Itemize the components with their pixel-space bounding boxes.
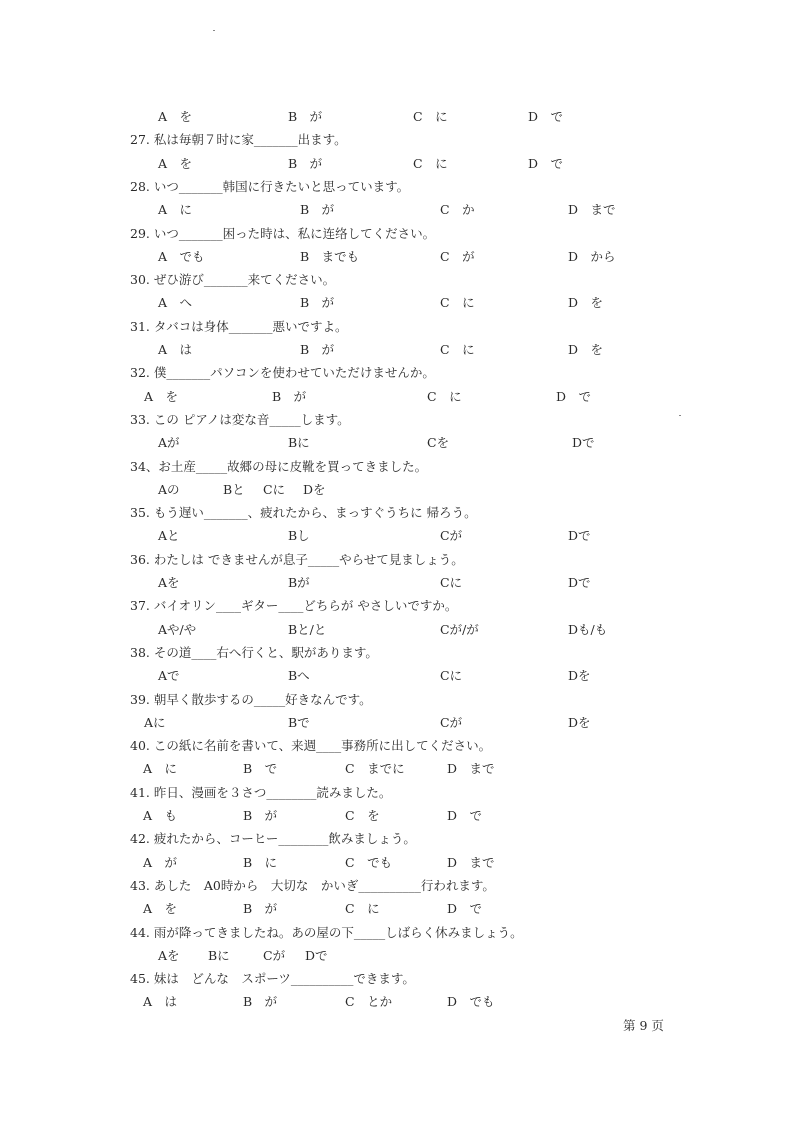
answer-option-b: B が: [300, 342, 335, 357]
answer-option-c: Cに: [440, 668, 463, 684]
answer-option-d: D で: [556, 388, 592, 404]
answer-option-d: Dで: [568, 528, 591, 544]
answer-option-c: C に: [440, 342, 475, 357]
answer-option-d: D で: [528, 155, 564, 171]
answer-option-b: Bへ: [288, 668, 310, 684]
scan-speck: [213, 30, 215, 31]
answer-option-c: Cを: [427, 435, 450, 451]
page-number: 第 9 页: [623, 1018, 664, 1033]
answer-option-c: C を: [345, 808, 380, 823]
answer-option-b: Bと/と: [288, 621, 327, 637]
answer-option-a: A に: [158, 202, 193, 218]
answer-option-d: D を: [568, 342, 604, 357]
answer-option-a: Aで: [158, 668, 180, 684]
answer-option-c: Cが: [440, 714, 463, 730]
answer-option-a: A も: [143, 808, 178, 823]
answer-option-a: Aを: [158, 575, 180, 590]
answer-option-a: A を: [158, 109, 193, 124]
answer-option-d: D まで: [447, 761, 495, 777]
question-text: 38. その道____右へ行くと、駅があります。: [130, 644, 378, 660]
answer-option-d: D まで: [568, 202, 616, 218]
answer-option-b: B で: [243, 761, 278, 777]
answer-option-a: Aを: [158, 947, 180, 963]
answer-option-d: D で: [447, 808, 483, 823]
answer-option-c: C までに: [345, 761, 405, 777]
question-text: 31. タバコは身体_______悪いですよ。: [130, 318, 348, 334]
question-text: 39. 朝早く散歩するの_____好きなんです。: [130, 691, 372, 707]
answer-option-b: B が: [243, 808, 278, 823]
answer-option-d: Dを: [568, 714, 591, 730]
answer-option-b: Bで: [288, 714, 310, 730]
answer-option-b: B が: [300, 202, 335, 218]
question-text: 35. もう遅い_______、疲れたから、まっすぐうちに 帰ろう。: [130, 505, 477, 521]
answer-option-d: Dで: [572, 435, 595, 451]
answer-option-a: Aや/や: [158, 621, 197, 637]
answer-option-d: Dで: [568, 575, 591, 590]
answer-option-a: A へ: [158, 295, 193, 311]
answer-option-d: D から: [568, 248, 616, 264]
question-text: 36. わたしは できませんが息子_____やらせて見ましょう。: [130, 551, 464, 567]
answer-option-c: C に: [440, 295, 475, 311]
answer-option-a: Aに: [144, 714, 166, 730]
answer-option-c: Cが/が: [440, 621, 479, 637]
question-text: 40. この紙に名前を書いて、来週____事務所に出してください。: [130, 738, 492, 754]
answer-option-d: Dを: [568, 668, 591, 684]
answer-option-c: C か: [440, 202, 475, 218]
answer-option-c: C が: [440, 248, 475, 264]
answer-option-d: Dも/も: [568, 621, 608, 637]
answer-option-a: A を: [143, 901, 178, 917]
answer-option-b: B までも: [300, 248, 360, 264]
answer-option-c: C に: [427, 388, 462, 404]
answer-option-b: B に: [243, 854, 278, 870]
answer-option-b: B が: [243, 994, 278, 1010]
question-text: 44. 雨が降ってきましたね。あの屋の下_____しばらく休みましょう。: [130, 924, 523, 940]
answer-option-d: D でも: [447, 994, 495, 1010]
answer-option-b: Bし: [288, 528, 310, 544]
question-text: 30. ぜひ游び_______来てください。: [130, 272, 336, 288]
answer-option-b: B が: [243, 901, 278, 917]
answer-option-a: A でも: [158, 248, 205, 264]
question-text: 41. 昨日、漫画を３さつ________読みました。: [130, 784, 392, 800]
question-text: 29. いつ_______困った時は、私に连络してください。: [130, 225, 436, 241]
answer-option-d: D で: [447, 901, 483, 917]
answer-option-a: A を: [158, 155, 193, 171]
answer-option-a: A は: [158, 342, 193, 357]
answer-option-d: Dで: [305, 947, 328, 963]
answer-option-c: C に: [413, 109, 448, 124]
answer-option-c: C に: [413, 155, 448, 171]
question-text: 33. この ピアノは変な音_____します。: [130, 411, 350, 427]
question-text: 27. 私は毎朝７时に家_______出ます。: [130, 132, 347, 148]
answer-option-a: Aの: [158, 481, 180, 497]
answer-option-b: Bに: [208, 947, 230, 963]
answer-option-c: C とか: [345, 994, 393, 1010]
answer-option-b: Bに: [288, 435, 310, 451]
answer-option-b: Bが: [288, 575, 310, 590]
question-text: 43. あした A0時から 大切な かいぎ__________行われます。: [130, 877, 495, 893]
answer-option-a: A を: [144, 388, 179, 404]
answer-option-c: C でも: [345, 854, 393, 870]
answer-option-d: D で: [528, 109, 564, 124]
answer-option-d: Dを: [303, 481, 326, 497]
answer-option-c: Cが: [440, 528, 463, 544]
answer-option-a: Aが: [158, 435, 180, 451]
answer-option-b: B が: [272, 388, 307, 404]
answer-option-c: Cに: [440, 575, 463, 590]
answer-option-c: C に: [345, 901, 380, 917]
answer-option-b: B が: [288, 155, 323, 171]
question-text: 32. 僕_______パソコンを使わせていただけませんか。: [130, 365, 435, 381]
answer-option-c: Cに: [263, 481, 286, 497]
answer-option-a: Aと: [158, 528, 180, 544]
answer-option-c: Cが: [263, 947, 286, 963]
question-text: 45. 妹は どんな スポーツ__________できます。: [130, 971, 415, 987]
answer-option-a: A が: [143, 854, 178, 870]
question-text: 37. バイオリン____ギター____どちらが やさしいですか。: [130, 598, 458, 614]
answer-option-b: Bと: [223, 481, 245, 497]
question-text: 42. 疲れたから、コーヒー________飲みましょう。: [130, 831, 416, 847]
answer-option-b: B が: [288, 109, 323, 124]
question-text: 34、お土産_____故郷の母に皮靴を買ってきました。: [130, 458, 428, 474]
answer-option-a: A に: [143, 761, 178, 777]
answer-option-b: B が: [300, 295, 335, 311]
answer-option-a: A は: [143, 994, 178, 1010]
scan-speck: [679, 415, 681, 416]
answer-option-d: D まで: [447, 854, 495, 870]
answer-option-d: D を: [568, 295, 604, 311]
question-text: 28. いつ_______韩国に行きたいと思っています。: [130, 178, 410, 194]
